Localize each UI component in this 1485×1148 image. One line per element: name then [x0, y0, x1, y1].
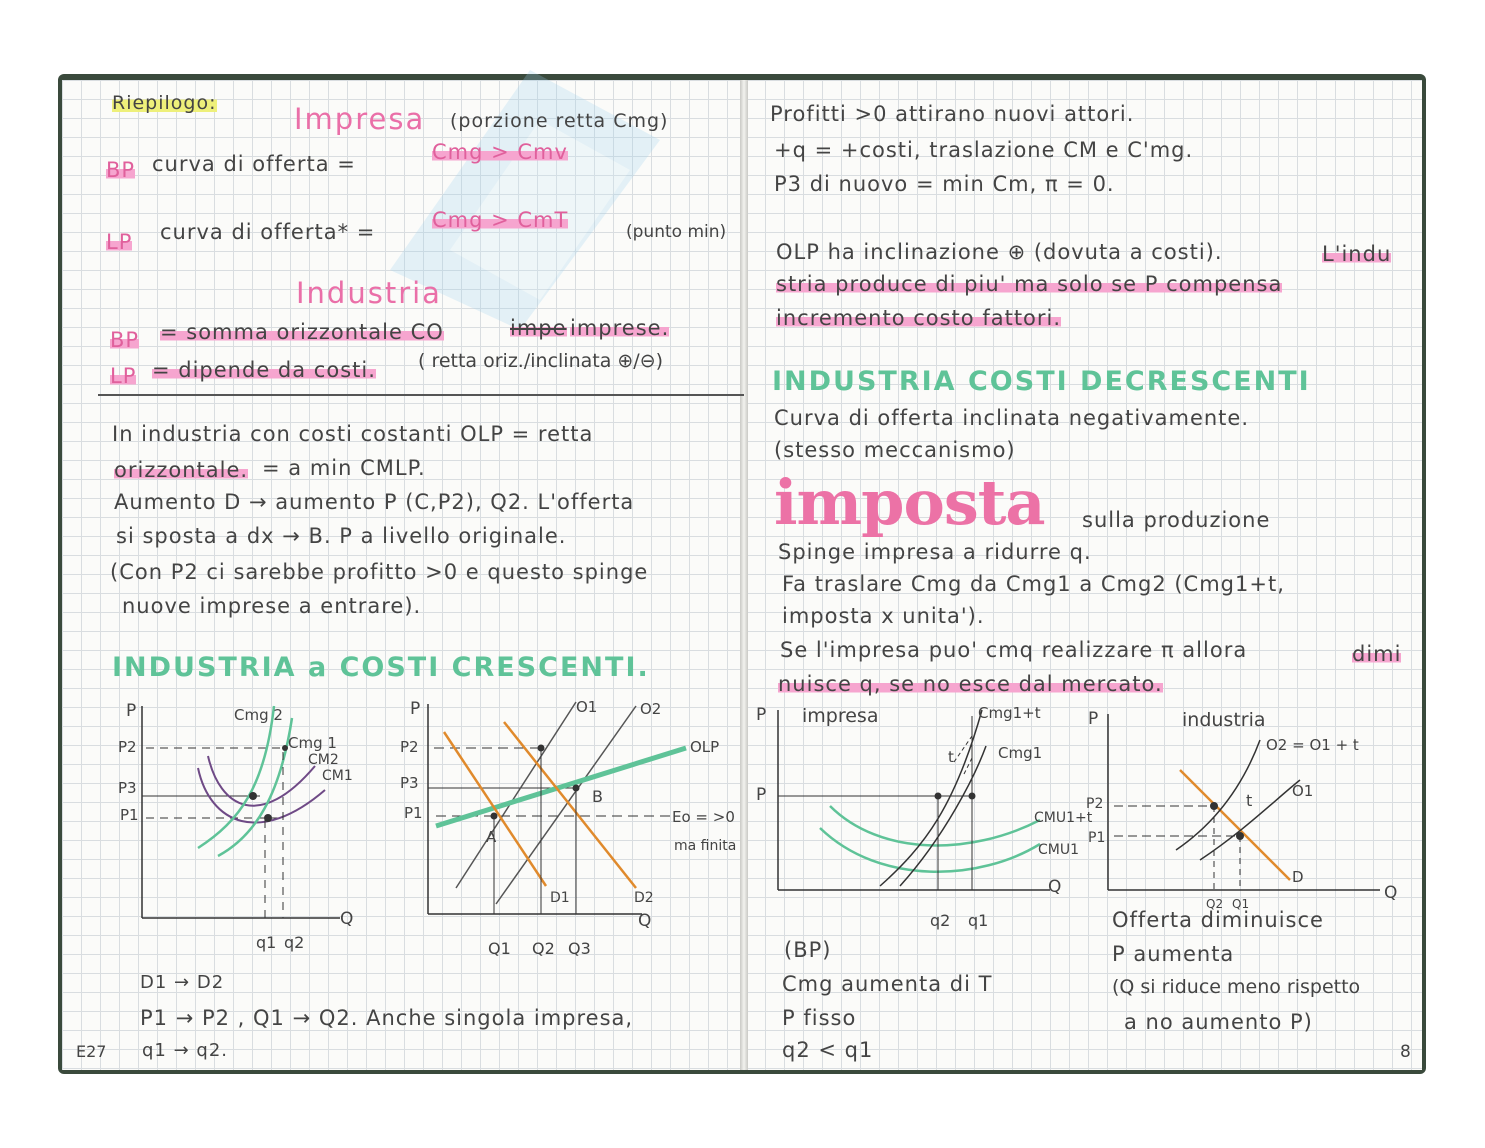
- g1-q2: q2: [284, 933, 305, 952]
- ind-bp-text: = somma orizzontale CO: [160, 320, 444, 344]
- ind-lp-text: = dipende da costi.: [152, 358, 376, 382]
- paragraph-line-2b: = a min CMLP.: [262, 456, 426, 480]
- ind-bp-end: imprese.: [570, 316, 670, 340]
- g4-o1: O1: [1292, 782, 1314, 800]
- crescenti-heading: INDUSTRIA a COSTI CRESCENTI.: [112, 652, 650, 683]
- ind-bp-strike: impe: [510, 316, 567, 340]
- olp-line-2: stria produce di piu' ma solo se P compensa: [776, 272, 1283, 296]
- footer-line-1: D1 → D2: [140, 972, 225, 993]
- g3-price: P: [756, 785, 767, 805]
- g3-q2: q2: [930, 911, 951, 930]
- g2-q-axis: Q: [638, 911, 652, 931]
- g4-q2: Q2: [1206, 897, 1224, 911]
- g1-cm2: CM2: [308, 752, 339, 768]
- g2-q2: Q2: [532, 939, 555, 958]
- olp-line-1a: OLP ha inclinazione ⊕ (dovuta a costi).: [776, 240, 1223, 264]
- g4-o2: O2 = O1 + t: [1266, 736, 1359, 754]
- industry-note-line-2: P aumenta: [1112, 942, 1235, 966]
- section-divider: [98, 394, 744, 396]
- bp-text: curva di offerta =: [152, 152, 356, 176]
- decrescenti-line-1: Curva di offerta inclinata negativamente.: [774, 406, 1250, 430]
- g2-elasticity: Eo = >0: [672, 808, 735, 826]
- right-line-3: P3 di nuovo = min Cm, π = 0.: [774, 172, 1115, 196]
- industry-note-line-3: (Q si riduce meno rispetto: [1112, 976, 1361, 998]
- g3-title: impresa: [802, 705, 879, 727]
- bp-note-line-4: q2 < q1: [782, 1038, 874, 1062]
- g3-q-axis: Q: [1048, 877, 1062, 897]
- g3-cmg1t: Cmg1+t: [978, 704, 1041, 722]
- g1-p3: P3: [118, 779, 137, 797]
- bp-note-line-2: Cmg aumenta di T: [782, 972, 993, 996]
- g2-q3: Q3: [568, 939, 591, 958]
- g4-p1: P1: [1088, 830, 1106, 846]
- imposta-tail: sulla produzione: [1082, 508, 1271, 532]
- g1-cm1: CM1: [322, 768, 353, 784]
- g4-p-axis: P: [1088, 709, 1099, 729]
- g3-q1: q1: [968, 911, 989, 930]
- decrescenti-heading: INDUSTRIA COSTI DECRESCENTI: [772, 366, 1311, 397]
- g1-p1: P1: [120, 806, 139, 824]
- olp-line-1b: L'indu: [1322, 242, 1392, 266]
- paragraph-line-3: Aumento D → aumento P (C,P2), Q2. L'offerta: [114, 490, 635, 514]
- graph-industria-crescenti: [396, 692, 746, 968]
- g2-p1: P1: [404, 804, 423, 822]
- impresa-heading: Impresa: [294, 102, 426, 136]
- ind-lp-label: LP: [110, 364, 137, 388]
- bp-value: Cmg > Cmv: [432, 140, 568, 164]
- g1-q1: q1: [256, 933, 277, 952]
- g2-d1: D1: [550, 890, 570, 906]
- g1-cmg1: Cmg 1: [288, 734, 337, 752]
- footer-line-3: q1 → q2.: [142, 1040, 229, 1061]
- graph-industria-imposta: [1080, 700, 1410, 920]
- g4-t: t: [1246, 791, 1253, 810]
- g1-q-axis: Q: [340, 909, 354, 929]
- industria-heading: Industria: [296, 276, 442, 310]
- bp-label: BP: [106, 158, 136, 182]
- decrescenti-line-2: (stesso meccanismo): [774, 438, 1016, 462]
- g1-p2: P2: [118, 738, 137, 756]
- paragraph-line-1: In industria con costi costanti OLP = retta: [112, 422, 594, 446]
- imposta-heading: imposta: [774, 466, 1045, 539]
- imposta-line-1: Spinge impresa a ridurre q.: [778, 540, 1092, 564]
- lp-note: (punto min): [626, 222, 727, 242]
- right-line-1: Profitti >0 attirano nuovi attori.: [770, 102, 1135, 126]
- g2-olp: OLP: [690, 738, 720, 756]
- imposta-line-5: nuisce q, se no esce dal mercato.: [778, 672, 1163, 696]
- g2-point-a: A: [486, 828, 497, 846]
- paragraph-line-5: (Con P2 ci sarebbe profitto >0 e questo spinge: [110, 560, 649, 584]
- olp-line-3: incremento costo fattori.: [776, 306, 1062, 330]
- right-line-2: +q = +costi, traslazione CM e C'mg.: [774, 138, 1194, 162]
- g2-d2: D2: [634, 890, 654, 906]
- g2-point-b: B: [592, 787, 603, 806]
- g4-q-axis: Q: [1384, 883, 1398, 903]
- g3-t: t: [948, 748, 954, 766]
- g2-q1: Q1: [488, 939, 511, 958]
- g2-p2: P2: [400, 738, 419, 756]
- g4-title: industria: [1182, 709, 1266, 731]
- imposta-line-2: Fa traslare Cmg da Cmg1 a Cmg2 (Cmg1+t,: [782, 572, 1285, 596]
- g3-cmg1: Cmg1: [998, 744, 1043, 762]
- g2-elasticity-note: ma finita: [674, 838, 737, 854]
- paragraph-line-6: nuove imprese a entrare).: [122, 594, 422, 618]
- page-number: 8: [1400, 1042, 1412, 1062]
- riepilogo-label: Riepilogo:: [112, 92, 217, 114]
- g4-p2: P2: [1086, 796, 1104, 812]
- industry-note-line-4: a no aumento P): [1124, 1010, 1313, 1034]
- bp-note-line-3: P fisso: [782, 1006, 857, 1030]
- imposta-line-4a: Se l'impresa puo' cmq realizzare π allora: [780, 638, 1248, 662]
- imposta-line-4b: dimi: [1352, 642, 1402, 666]
- industry-note-line-1: Offerta diminuisce: [1112, 908, 1324, 932]
- lp-text: curva di offerta* =: [160, 220, 376, 244]
- g1-cmg2: Cmg 2: [234, 706, 283, 724]
- g4-q1: Q1: [1232, 897, 1250, 911]
- g4-d: D: [1292, 868, 1304, 886]
- footer-line-2: P1 → P2 , Q1 → Q2. Anche singola impresa,: [140, 1006, 634, 1030]
- lp-value: Cmg > CmT: [432, 208, 569, 232]
- bp-note-line-1: (BP): [784, 938, 832, 962]
- graph-impresa-imposta: [750, 696, 1100, 936]
- g2-p-axis: P: [410, 699, 421, 719]
- lp-label: LP: [106, 230, 133, 254]
- g1-p-axis: P: [126, 701, 137, 721]
- g3-p-axis: P: [756, 705, 767, 725]
- ind-lp-note: ( retta oriz./inclinata ⊕/⊖): [418, 350, 664, 372]
- margin-mark: E27: [76, 1042, 107, 1061]
- graph-impresa-crescenti: [110, 696, 360, 966]
- g2-p3: P3: [400, 774, 419, 792]
- g3-cmu1t: CMU1+t: [1034, 810, 1093, 826]
- g2-o1: O1: [576, 698, 598, 716]
- ind-bp-label: BP: [110, 328, 140, 352]
- paragraph-line-2a: orizzontale.: [114, 458, 249, 482]
- imposta-line-3: imposta x unita').: [782, 604, 985, 628]
- impresa-note: (porzione retta Cmg): [450, 110, 669, 132]
- g2-o2: O2: [640, 700, 662, 718]
- g3-cmu1: CMU1: [1038, 842, 1080, 858]
- paragraph-line-4: si sposta a dx → B. P a livello originale.: [116, 524, 567, 548]
